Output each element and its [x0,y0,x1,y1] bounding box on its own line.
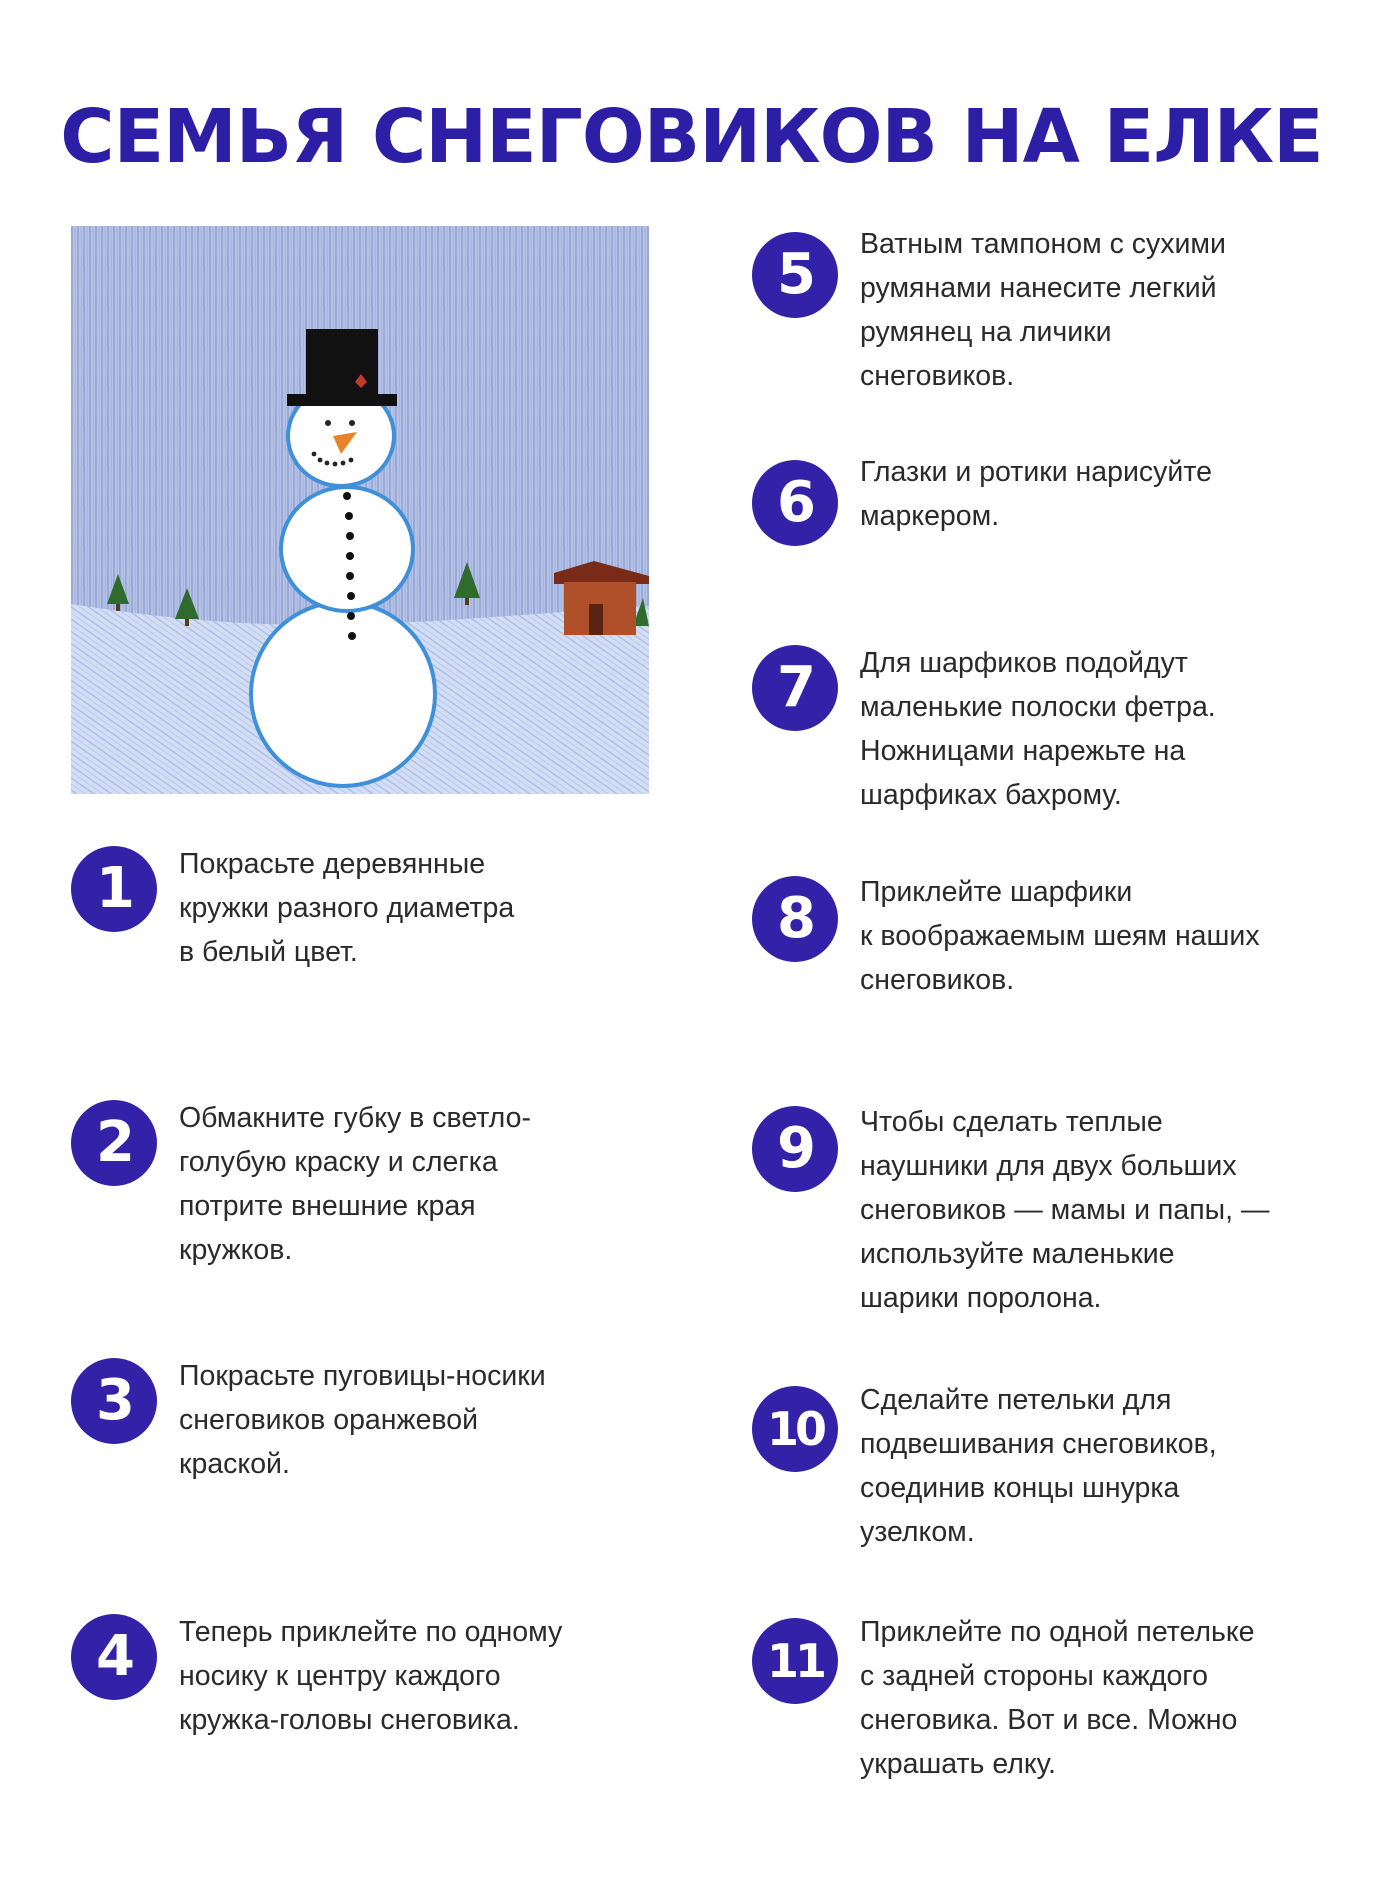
step-number-badge: 6 [752,460,838,546]
step-number-badge: 9 [752,1106,838,1192]
step-number-badge: 11 [752,1618,838,1704]
step-text: Покрасьте деревянные кружки разного диаметра в белый цвет. [179,848,515,968]
step-text: Чтобы сделать теплые наушники для двух больших снеговиков — мамы и папы, — используйте маленькие шарики поролона. [860,1106,1270,1314]
snowman-middle [281,487,413,611]
snowman-illustration [71,226,649,794]
step-number-badge: 2 [71,1100,157,1186]
step-text: Сделайте петельки для подвешивания снеговиков, соединив концы шнурка узелком. [860,1384,1217,1548]
step-text: Глазки и ротики нарисуйте маркером. [860,456,1212,532]
step-number-badge: 8 [752,876,838,962]
step-number-badge: 4 [71,1614,157,1700]
step-number-badge: 1 [71,846,157,932]
step-number-badge: 5 [752,232,838,318]
step-text: Обмакните губку в светло- голубую краску и слегка потрите внешние края кружков. [179,1102,531,1266]
step-text: Ватным тампоном с сухими румянами нанесите легкий румянец на личики снеговиков. [860,228,1226,392]
step-text: Теперь приклейте по одному носику к центру каждого кружка-головы снеговика. [179,1616,563,1736]
step-number-badge: 10 [752,1386,838,1472]
step-text: Покрасьте пуговицы-носики снеговиков оранжевой краской. [179,1360,546,1480]
step-text: Для шарфиков подойдут маленькие полоски фетра. Ножницами нарежьте на шарфиках бахрому. [860,647,1216,811]
snowman-bottom [251,602,435,786]
page-title: СЕМЬЯ СНЕГОВИКОВ НА ЕЛКЕ [60,94,1323,180]
step-number-badge: 3 [71,1358,157,1444]
step-text: Приклейте по одной петельке с задней стороны каждого снеговика. Вот и все. Можно украшать елку. [860,1616,1255,1780]
step-number-badge: 7 [752,645,838,731]
step-text: Приклейте шарфики к воображаемым шеям наших снеговиков. [860,876,1260,996]
